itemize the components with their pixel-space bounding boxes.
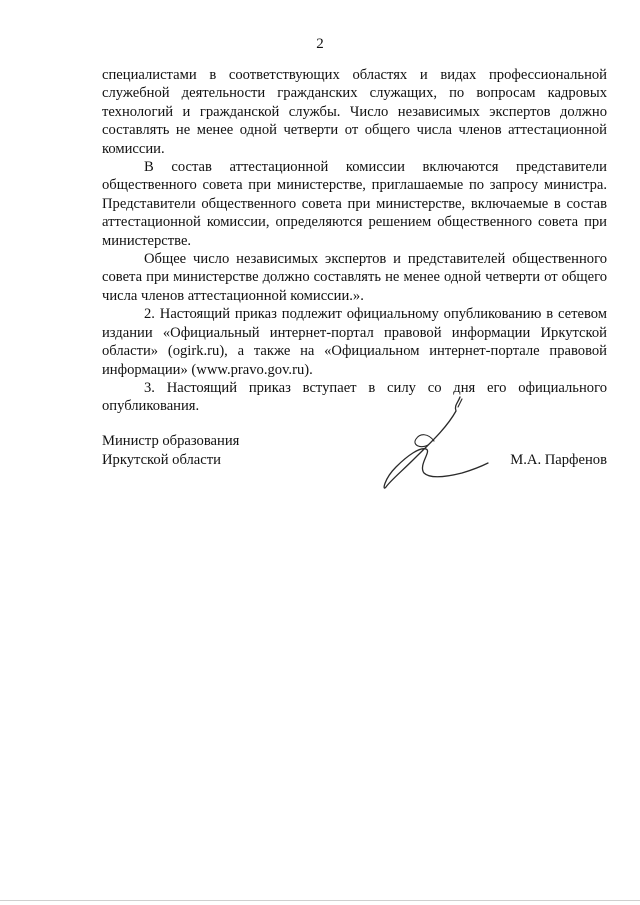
document-body — [102, 66, 607, 416]
paragraph-continuation: специалистами в соответствующих областях и видах профессиональной служебной деятельности гражданских служащих, по вопросам кадровых технологий и гражданской службы. Число независимых экспертов должно составлять не менее одной четверти от общего числа членов аттестационной комиссии. — [102, 67, 607, 157]
signatory-title-line2: Иркутской области — [102, 452, 221, 468]
page-number: 2 — [316, 36, 324, 52]
signer-name: М.А. Парфенов — [510, 452, 607, 468]
handwritten-signature — [376, 393, 496, 493]
paragraph-publication: 2. Настоящий приказ подлежит официальному опубликованию в сетевом издании «Официальный интернет-портал правовой информации Иркутской области» (ogirk.ru), а также на «Официальном интернет-портале правовой информации» (www.pravo.gov.ru). — [102, 306, 607, 378]
scan-edge-line — [0, 900, 640, 901]
paragraph-public-council: В состав аттестационной комиссии включаются представители общественного совета при министерстве, приглашаемые по запросу министра. Представители общественного совета при министерстве, включаемые в состав аттестационной комиссии, определяются решением общественного совета при министерстве. — [102, 159, 607, 249]
signatory-title-line1: Министр образования — [102, 433, 240, 449]
signatory-title — [102, 432, 239, 470]
paragraph-total-number: Общее число независимых экспертов и представителей общественного совета при министерстве должно составлять не менее одной четверти от общего числа членов аттестационной комиссии.». — [102, 251, 607, 304]
paragraph-effective-date: 3. Настоящий приказ вступает в силу со дня его официального опубликования. — [102, 379, 607, 415]
